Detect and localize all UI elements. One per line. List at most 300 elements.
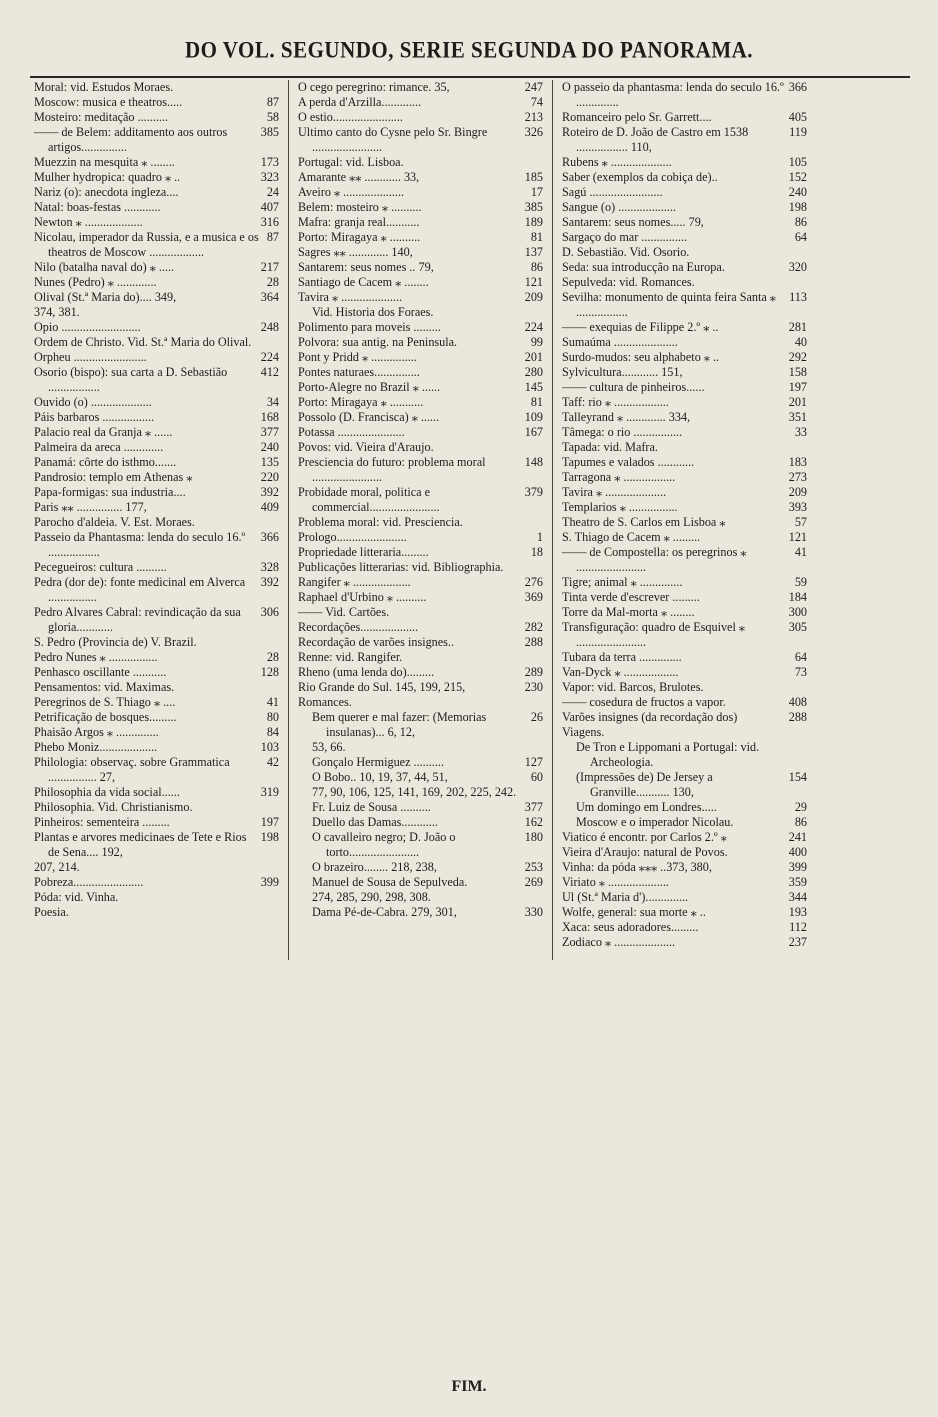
index-entry [562, 500, 807, 515]
entry-text: Sangue (o) ................... [562, 200, 677, 214]
entry-text: Pandrosio: templo em Athenas ⁎ [34, 470, 193, 484]
entry-text: Templarios ⁎ ................ [562, 500, 678, 514]
page-number: 409 [260, 500, 279, 514]
entry-text: Tapada: vid. Mafra. [562, 440, 658, 454]
page-number: 305 [788, 620, 807, 634]
index-entry [34, 485, 279, 500]
index-entry [562, 260, 807, 275]
index-entry [34, 680, 279, 695]
index-entry [562, 470, 807, 485]
entry-text: —— cosedura de fructos a vapor. [562, 695, 726, 709]
page-number: 24 [266, 185, 279, 199]
index-entry [298, 260, 543, 275]
index-entry [34, 455, 279, 470]
entry-text: Pontes naturaes............... [298, 365, 420, 379]
index-entry [298, 875, 543, 890]
page-number: 105 [788, 155, 807, 169]
entry-text: Gonçalo Hermiguez .......... [312, 755, 444, 769]
entry-text: Romances. [298, 695, 352, 709]
page-number: 154 [788, 770, 807, 784]
index-entry [298, 305, 543, 320]
page-number: 385 [260, 125, 279, 139]
entry-text: Plantas e arvores medicinaes de Tete e Rios de Sena.... 192, [34, 830, 247, 859]
page-number: 34 [266, 395, 279, 409]
index-entry [34, 875, 279, 890]
index-entry [298, 800, 543, 815]
index-entry [34, 410, 279, 425]
entry-text: Rangifer ⁎ ................... [298, 575, 411, 589]
entry-text: Romanceiro pelo Sr. Garrett.... [562, 110, 712, 124]
page-number: 399 [260, 875, 279, 889]
page-number: 184 [788, 590, 807, 604]
index-entry [562, 410, 807, 425]
index-entry [562, 845, 807, 860]
entry-text: Moscow: musica e theatros..... [34, 95, 183, 109]
page-number: 180 [524, 830, 543, 844]
index-entry [562, 125, 807, 155]
entry-text: Philosophia. Vid. Christianismo. [34, 800, 193, 814]
entry-text: Seda: sua introducção na Europa. [562, 260, 725, 274]
index-entry [298, 455, 543, 485]
index-entry [298, 770, 543, 785]
entry-text: Parocho d'aldeia. V. Est. Moraes. [34, 515, 195, 529]
index-entry [298, 740, 543, 755]
index-entry [562, 365, 807, 380]
index-entry [34, 155, 279, 170]
index-entry [34, 395, 279, 410]
entry-text: Amarante ⁎⁎ ............ 33, [298, 170, 420, 184]
index-entry [298, 650, 543, 665]
page-number: 119 [789, 125, 807, 139]
page-number: 328 [260, 560, 279, 574]
index-entry [298, 200, 543, 215]
entry-text: Viriato ⁎ .................... [562, 875, 669, 889]
entry-text: Newton ⁎ ................... [34, 215, 143, 229]
index-entry [298, 335, 543, 350]
entry-text: Portugal: vid. Lisboa. [298, 155, 404, 169]
index-column-1 [34, 80, 288, 960]
index-entry [298, 890, 543, 905]
page-number: 162 [524, 815, 543, 829]
index-entry [34, 560, 279, 575]
index-entry [34, 80, 279, 95]
index-entry [34, 740, 279, 755]
index-entry [562, 875, 807, 890]
entry-text: Vieira d'Araujo: natural de Povos. [562, 845, 728, 859]
index-entry [562, 665, 807, 680]
index-entry [34, 125, 279, 155]
index-column-3 [552, 80, 807, 960]
entry-text: Philologia: observaç. sobre Grammatica ................ 27, [34, 755, 230, 784]
entry-text: Tavira ⁎ .................... [562, 485, 667, 499]
entry-text: Nunes (Pedro) ⁎ ............. [34, 275, 157, 289]
entry-text: Santarem: seus nomes .. 79, [298, 260, 434, 274]
index-entry [562, 335, 807, 350]
entry-text: Fr. Luiz de Sousa .......... [312, 800, 431, 814]
entry-text: O cego peregrino: rimance. 35, [298, 80, 450, 94]
index-entry [562, 200, 807, 215]
page-number: 280 [524, 365, 543, 379]
index-entry [34, 200, 279, 215]
index-entry [34, 320, 279, 335]
index-entry [562, 515, 807, 530]
entry-text: Muezzin na mesquita ⁎ ........ [34, 155, 175, 169]
entry-text: Dama Pé-de-Cabra. 279, 301, [312, 905, 457, 919]
index-entry [298, 815, 543, 830]
entry-text: Manuel de Sousa de Sepulveda. [312, 875, 468, 889]
index-entry [34, 860, 279, 875]
index-entry [34, 335, 279, 350]
page-number: 240 [260, 440, 279, 454]
entry-text: Vapor: vid. Barcos, Brulotes. [562, 680, 704, 694]
entry-text: Olival (St.ª Maria do).... 349, [34, 290, 177, 304]
index-entry [34, 785, 279, 800]
index-entry [298, 95, 543, 110]
entry-text: Passeio da Phantasma: lenda do seculo 16.º ................. [34, 530, 246, 559]
entry-text: Palacio real da Granja ⁎ ...... [34, 425, 173, 439]
page-number: 248 [260, 320, 279, 334]
index-entry [34, 575, 279, 605]
page-number: 121 [524, 275, 543, 289]
index-entry [562, 935, 807, 950]
page-number: 81 [530, 230, 543, 244]
index-entry [34, 365, 279, 395]
index-entry [298, 515, 543, 530]
entry-text: Sevilha: monumento de quinta feira Santa ⁎ ................. [562, 290, 776, 319]
page-number: 87 [266, 95, 279, 109]
page-number: 64 [794, 230, 807, 244]
page-number: 393 [788, 500, 807, 514]
page-number: 282 [524, 620, 543, 634]
entry-text: Ul (St.ª Maria d').............. [562, 890, 689, 904]
entry-text: Sepulveda: vid. Romances. [562, 275, 695, 289]
entry-text: Um domingo em Londres..... [576, 800, 717, 814]
entry-text: Recordações................... [298, 620, 419, 634]
page-number: 41 [794, 545, 807, 559]
index-entry [298, 320, 543, 335]
entry-text: Opio .......................... [34, 320, 141, 334]
entry-text: 53, 66. [312, 740, 346, 754]
page-number: 173 [260, 155, 279, 169]
entry-text: Pobreza....................... [34, 875, 144, 889]
page-number: 366 [788, 80, 807, 94]
page-number: 84 [266, 725, 279, 739]
page-number: 127 [524, 755, 543, 769]
page-number: 185 [524, 170, 543, 184]
page-number: 28 [266, 275, 279, 289]
page-number: 28 [266, 650, 279, 664]
index-entry [34, 215, 279, 230]
entry-text: Tapumes e valados ............ [562, 455, 695, 469]
index-entry [562, 740, 807, 770]
entry-text: Osorio (bispo): sua carta a D. Sebastião ................. [34, 365, 228, 394]
index-entry [298, 695, 543, 710]
index-entry [34, 830, 279, 860]
entry-text: O estio....................... [298, 110, 403, 124]
entry-text: 77, 90, 106, 125, 141, 169, 202, 225, 242. [312, 785, 517, 799]
index-entry [562, 770, 807, 800]
entry-text: Belem: mosteiro ⁎ .......... [298, 200, 422, 214]
index-entry [34, 110, 279, 125]
entry-text: Philosophia da vida social...... [34, 785, 180, 799]
index-entry [298, 125, 543, 155]
page-number: 288 [524, 635, 543, 649]
index-entry [34, 635, 279, 650]
index-entry [298, 380, 543, 395]
page-number: 359 [788, 875, 807, 889]
index-entry [562, 890, 807, 905]
page-number: 289 [524, 665, 543, 679]
entry-text: Torre da Mal-morta ⁎ ........ [562, 605, 695, 619]
index-entry [34, 440, 279, 455]
index-entry [298, 620, 543, 635]
page-number: 400 [788, 845, 807, 859]
entry-text: Pedro Alvares Cabral: revindicação da sua gloria............ [34, 605, 241, 634]
page-number: 240 [788, 185, 807, 199]
page-number: 58 [266, 110, 279, 124]
page-number: 145 [524, 380, 543, 394]
header-rule [30, 76, 910, 78]
index-entry [562, 905, 807, 920]
page-number: 33 [794, 425, 807, 439]
index-entry [562, 155, 807, 170]
entry-text: Rheno (uma lenda do)......... [298, 665, 435, 679]
index-entry [562, 290, 807, 320]
index-entry [298, 860, 543, 875]
page-number: 64 [794, 650, 807, 664]
page-number: 80 [266, 710, 279, 724]
entry-text: Sagú ........................ [562, 185, 663, 199]
entry-text: Sargaço do mar ............... [562, 230, 688, 244]
entry-text: Pedra (dor de): fonte medicinal em Alverca ................ [34, 575, 246, 604]
page-number: 137 [524, 245, 543, 259]
page-number: 407 [260, 200, 279, 214]
index-entry [298, 605, 543, 620]
page-number: 320 [788, 260, 807, 274]
entry-text: A perda d'Arzilla............. [298, 95, 422, 109]
entry-text: Raphael d'Urbino ⁎ .......... [298, 590, 427, 604]
index-entry [562, 695, 807, 710]
page-number: 113 [789, 290, 807, 304]
index-entry [298, 155, 543, 170]
entry-text: Sylvicultura............ 151, [562, 365, 683, 379]
entry-text: Zodiaco ⁎ .................... [562, 935, 676, 949]
index-entry [298, 290, 543, 305]
entry-text: 207, 214. [34, 860, 80, 874]
entry-text: Páis barbaros ................. [34, 410, 155, 424]
page-number: 42 [266, 755, 279, 769]
end-mark: FIM. [451, 1378, 487, 1395]
entry-text: Tubara da terra .............. [562, 650, 682, 664]
index-entry [562, 80, 807, 110]
index-column-2 [288, 80, 552, 960]
entry-text: Mosteiro: meditação .......... [34, 110, 169, 124]
entry-text: Vinha: da póda ⁎⁎⁎ ..373, 380, [562, 860, 712, 874]
page-number: 1 [536, 530, 543, 544]
entry-text: De Tron e Lippomani a Portugal: vid. Archeologia. [576, 740, 760, 769]
entry-text: Van-Dyck ⁎ .................. [562, 665, 679, 679]
entry-text: Natal: boas-festas ............ [34, 200, 161, 214]
entry-text: Polimento para moveis ......... [298, 320, 441, 334]
entry-text: Problema moral: vid. Presciencia. [298, 515, 463, 529]
entry-text: Sumaúma ..................... [562, 335, 678, 349]
page-number: 73 [794, 665, 807, 679]
index-entry [562, 545, 807, 575]
index-entry [298, 80, 543, 95]
page-number: 128 [260, 665, 279, 679]
page-number: 323 [260, 170, 279, 184]
entry-text: Transfiguração: quadro de Esquivel ⁎ ....................... [562, 620, 745, 649]
page-number: 300 [788, 605, 807, 619]
page-number: 273 [788, 470, 807, 484]
index-entry [298, 785, 543, 800]
page-number: 201 [788, 395, 807, 409]
index-entry [298, 395, 543, 410]
index-entry [298, 170, 543, 185]
index-entry [562, 650, 807, 665]
entry-text: —— de Compostella: os peregrinos ⁎ ....................... [562, 545, 747, 574]
index-entry [34, 350, 279, 365]
page-number: 392 [260, 575, 279, 589]
index-entry [562, 815, 807, 830]
page-number: 276 [524, 575, 543, 589]
page-number: 112 [789, 920, 807, 934]
entry-text: Paris ⁎⁎ ............... 177, [34, 500, 147, 514]
entry-text: Santarem: seus nomes..... 79, [562, 215, 704, 229]
entry-text: Vid. Historia dos Foraes. [312, 305, 434, 319]
index-entry [562, 725, 807, 740]
page-number: 152 [788, 170, 807, 184]
index-entry [34, 425, 279, 440]
entry-text: Aveiro ⁎ .................... [298, 185, 405, 199]
page-number: 392 [260, 485, 279, 499]
entry-text: O cavalleiro negro; D. João o torto....................... [312, 830, 456, 859]
index-entry [34, 710, 279, 725]
page-number: 197 [260, 815, 279, 829]
index-entry [298, 110, 543, 125]
entry-text: Propriedade litteraria......... [298, 545, 429, 559]
page-number: 316 [260, 215, 279, 229]
entry-text: Tigre; animal ⁎ .............. [562, 575, 683, 589]
index-entry [562, 485, 807, 500]
entry-text: Phaisão Argos ⁎ .............. [34, 725, 159, 739]
entry-text: O Bobo.. 10, 19, 37, 44, 51, [312, 770, 448, 784]
page-number: 224 [524, 320, 543, 334]
index-entry [562, 275, 807, 290]
entry-text: Santiago de Cacem ⁎ ........ [298, 275, 429, 289]
page-number: 377 [260, 425, 279, 439]
page-number: 135 [260, 455, 279, 469]
index-entry [34, 95, 279, 110]
index-entry [298, 365, 543, 380]
entry-text: Tarragona ⁎ ................. [562, 470, 676, 484]
index-entry [562, 230, 807, 245]
entry-text: Xaca: seus adoradores......... [562, 920, 699, 934]
index-entry [562, 245, 807, 260]
index-entry [34, 305, 279, 320]
page-number: 158 [788, 365, 807, 379]
entry-text: Ultimo canto do Cysne pelo Sr. Bingre ....................... [298, 125, 488, 154]
index-entry [298, 410, 543, 425]
page-number: 217 [260, 260, 279, 274]
entry-text: Varões insignes (da recordação dos) [562, 710, 738, 724]
entry-text: Publicações litterarias: vid. Bibliographia. [298, 560, 504, 574]
entry-text: Roteiro de D. João de Castro em 1538 ................. 110, [562, 125, 749, 154]
index-entry [562, 920, 807, 935]
page-number: 74 [530, 95, 543, 109]
index-entry [562, 605, 807, 620]
entry-text: Tinta verde d'escrever ......... [562, 590, 700, 604]
entry-text: Pensamentos: vid. Maximas. [34, 680, 175, 694]
page-number: 292 [788, 350, 807, 364]
index-entry [34, 275, 279, 290]
entry-text: Póda: vid. Vinha. [34, 890, 119, 904]
index-entry [562, 620, 807, 650]
index-entry [34, 605, 279, 635]
index-entry [34, 500, 279, 515]
index-entry [562, 710, 807, 725]
index-entry [34, 260, 279, 275]
page-number: 60 [530, 770, 543, 784]
entry-text: Duello das Damas............ [312, 815, 438, 829]
index-entry [298, 230, 543, 245]
index-entry [562, 170, 807, 185]
index-entry [34, 515, 279, 530]
page-number: 253 [524, 860, 543, 874]
entry-text: Taff: rio ⁎ .................. [562, 395, 669, 409]
entry-text: Porto: Miragaya ⁎ ........... [298, 395, 424, 409]
index-entry [34, 185, 279, 200]
page-number: 167 [524, 425, 543, 439]
entry-text: —— cultura de pinheiros...... [562, 380, 705, 394]
entry-text: Presciencia do futuro: problema moral ....................... [298, 455, 486, 484]
index-entry [562, 680, 807, 695]
entry-text: Povos: vid. Vieira d'Araujo. [298, 440, 434, 454]
page-number: 385 [524, 200, 543, 214]
entry-text: Viatico é encontr. por Carlos 2.º ⁎ [562, 830, 727, 844]
page-number: 198 [788, 200, 807, 214]
page-number: 201 [524, 350, 543, 364]
entry-text: Palmeira da areca ............. [34, 440, 164, 454]
entry-text: Viagens. [562, 725, 605, 739]
entry-text: Renne: vid. Rangifer. [298, 650, 403, 664]
index-entry [34, 815, 279, 830]
entry-text: Pedro Nunes ⁎ ................ [34, 650, 158, 664]
index-entry [34, 725, 279, 740]
index-entry [298, 905, 543, 920]
page-number: 224 [260, 350, 279, 364]
entry-text: O brazeiro........ 218, 238, [312, 860, 437, 874]
index-entry [298, 275, 543, 290]
index-entry [298, 680, 543, 695]
index-entry [298, 560, 543, 575]
entry-text: D. Sebastião. Vid. Osorio. [562, 245, 690, 259]
entry-text: Ouvido (o) .................... [34, 395, 152, 409]
entry-text: Nicolau, imperador da Russia, e a musica e os theatros de Moscow .................. [34, 230, 259, 259]
page-number: 412 [260, 365, 279, 379]
page-number: 281 [788, 320, 807, 334]
entry-text: Moral: vid. Estudos Moraes. [34, 80, 174, 94]
index-entry [562, 440, 807, 455]
index-entry [562, 110, 807, 125]
index-entry [562, 590, 807, 605]
index-entry [298, 530, 543, 545]
index-entry [298, 590, 543, 605]
page-number: 220 [260, 470, 279, 484]
page-number: 330 [524, 905, 543, 919]
page-header: DO VOL. SEGUNDO, SERIE SEGUNDA DO PANORAMA. [184, 37, 754, 63]
entry-text: S. Thiago de Cacem ⁎ ......... [562, 530, 701, 544]
